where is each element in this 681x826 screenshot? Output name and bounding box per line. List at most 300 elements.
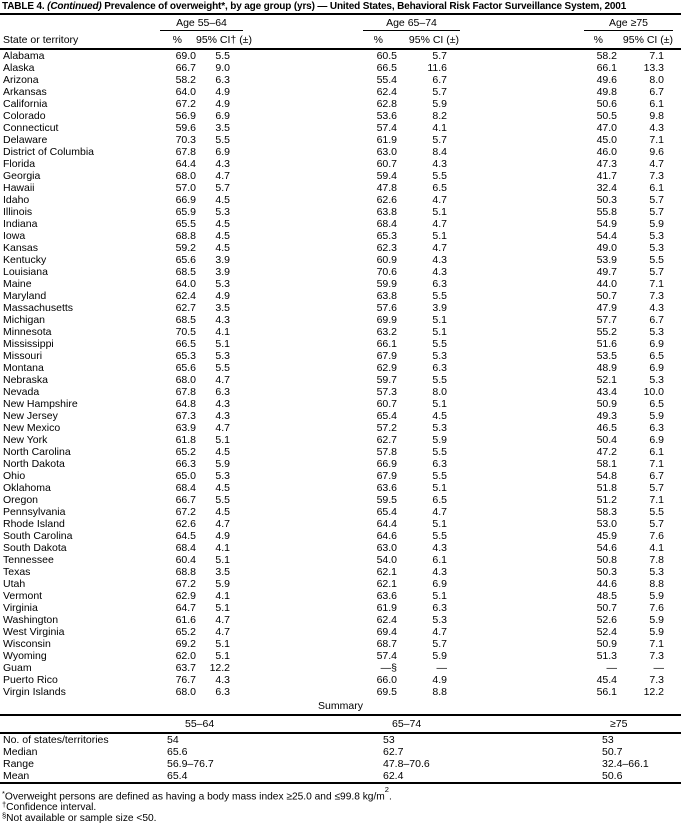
state-name: Hawaii bbox=[3, 182, 35, 194]
table-row bbox=[0, 542, 681, 554]
ci-value: 5.5 bbox=[432, 338, 447, 350]
table-row bbox=[0, 326, 681, 338]
pct-value: 41.7 bbox=[596, 170, 617, 182]
title-text-rest: , by age group (yrs) — United States, Behavioral Risk Factor Surveillance System, 2001 bbox=[224, 1, 627, 12]
pct-value: 55.8 bbox=[596, 206, 617, 218]
table-row bbox=[0, 674, 681, 686]
ci-value: 7.1 bbox=[649, 134, 664, 146]
pct-value: 68.0 bbox=[175, 686, 196, 698]
state-name: New Jersey bbox=[3, 410, 58, 422]
ci-value: 6.3 bbox=[649, 422, 664, 434]
table-row bbox=[0, 650, 681, 662]
state-name: Wisconsin bbox=[3, 638, 51, 650]
ci-value: 3.9 bbox=[215, 266, 230, 278]
ci-value: 7.1 bbox=[649, 638, 664, 650]
pct-value: 64.8 bbox=[175, 398, 196, 410]
table-body bbox=[0, 49, 681, 698]
table-row bbox=[0, 662, 681, 674]
pct-value: 61.9 bbox=[376, 602, 397, 614]
ci-value: 10.0 bbox=[643, 386, 664, 398]
pct-value: 66.7 bbox=[175, 62, 196, 74]
table-row bbox=[0, 530, 681, 542]
state-name: West Virginia bbox=[3, 626, 65, 638]
ci-value: 8.0 bbox=[649, 74, 664, 86]
state-name: Nevada bbox=[3, 386, 40, 398]
ci-value: 6.7 bbox=[649, 86, 664, 98]
pct-value: 50.9 bbox=[596, 638, 617, 650]
footnote-marker: * bbox=[2, 789, 5, 799]
footnote-text: . bbox=[388, 791, 392, 803]
table-row bbox=[0, 122, 681, 134]
state-name: Georgia bbox=[3, 170, 41, 182]
state-name: Kentucky bbox=[3, 254, 47, 266]
column-header-pct-1: % bbox=[160, 31, 196, 49]
table-row bbox=[0, 194, 681, 206]
column-header-pct-2: % bbox=[245, 31, 397, 49]
pct-value: —§ bbox=[380, 662, 397, 674]
summary-header-row bbox=[0, 716, 681, 733]
ci-value: 5.1 bbox=[432, 398, 447, 410]
ci-value: 5.7 bbox=[649, 206, 664, 218]
state-name: Maryland bbox=[3, 290, 47, 302]
ci-value: 5.5 bbox=[215, 362, 230, 374]
ci-value: 6.1 bbox=[649, 182, 664, 194]
state-name: New Mexico bbox=[3, 422, 61, 434]
table-row bbox=[0, 398, 681, 410]
ci-value: 4.3 bbox=[215, 674, 230, 686]
ci-value: 4.3 bbox=[649, 302, 664, 314]
ci-value: 7.3 bbox=[649, 290, 664, 302]
ci-value: 6.9 bbox=[215, 146, 230, 158]
state-name: Arkansas bbox=[3, 86, 47, 98]
pct-value: 63.0 bbox=[376, 542, 397, 554]
ci-value: 4.5 bbox=[215, 230, 230, 242]
ci-value: 6.3 bbox=[215, 686, 230, 698]
pct-value: 66.9 bbox=[376, 458, 397, 470]
ci-value: 5.9 bbox=[649, 590, 664, 602]
pct-value: 59.2 bbox=[175, 242, 196, 254]
pct-value: 47.3 bbox=[596, 158, 617, 170]
table-row bbox=[0, 110, 681, 122]
ci-value: 9.0 bbox=[215, 62, 230, 74]
state-name: South Carolina bbox=[3, 530, 73, 542]
state-name: Arizona bbox=[3, 74, 39, 86]
ci-value: 6.3 bbox=[432, 602, 447, 614]
ci-value: 3.5 bbox=[215, 302, 230, 314]
ci-value: 5.3 bbox=[432, 614, 447, 626]
ci-value: 7.1 bbox=[649, 50, 664, 62]
ci-value: 4.5 bbox=[215, 482, 230, 494]
pct-value: 56.1 bbox=[596, 686, 617, 698]
ci-value: 5.3 bbox=[649, 566, 664, 578]
pct-value: 65.5 bbox=[175, 218, 196, 230]
pct-value: 66.3 bbox=[175, 458, 196, 470]
state-name: Delaware bbox=[3, 134, 48, 146]
state-name: New York bbox=[3, 434, 48, 446]
pct-value: 67.8 bbox=[175, 386, 196, 398]
footnote-marker: † bbox=[2, 800, 7, 810]
footnote-text: Overweight persons are defined as having a body mass index ≥25.0 and ≤99.8 kg/m bbox=[4, 791, 385, 803]
pct-value: 50.8 bbox=[596, 554, 617, 566]
ci-value: 5.3 bbox=[432, 350, 447, 362]
state-name: Colorado bbox=[3, 110, 46, 122]
table-row bbox=[0, 74, 681, 86]
ci-value: 5.1 bbox=[215, 650, 230, 662]
state-name: Vermont bbox=[3, 590, 43, 602]
pct-value: 65.3 bbox=[376, 230, 397, 242]
ci-value: 8.2 bbox=[432, 110, 447, 122]
footnote-marker: § bbox=[2, 811, 7, 821]
ci-value: 5.5 bbox=[215, 134, 230, 146]
pct-value: 68.5 bbox=[175, 266, 196, 278]
ci-value: 5.5 bbox=[432, 170, 447, 182]
ci-value: 4.7 bbox=[432, 218, 447, 230]
table-row bbox=[0, 446, 681, 458]
ci-value: 5.3 bbox=[432, 422, 447, 434]
pct-value: 65.2 bbox=[175, 626, 196, 638]
ci-value: 5.1 bbox=[432, 590, 447, 602]
pct-value: 68.4 bbox=[175, 482, 196, 494]
pct-value: 67.8 bbox=[175, 146, 196, 158]
pct-value: 61.8 bbox=[175, 434, 196, 446]
ci-value: 6.9 bbox=[649, 362, 664, 374]
pct-value: 66.7 bbox=[175, 494, 196, 506]
table-row bbox=[0, 686, 681, 698]
summary-value: 53 bbox=[602, 734, 614, 746]
pct-value: 64.7 bbox=[175, 602, 196, 614]
summary-value: 50.7 bbox=[602, 746, 623, 758]
table-row bbox=[0, 266, 681, 278]
ci-value: 5.3 bbox=[649, 374, 664, 386]
pct-value: 51.3 bbox=[596, 650, 617, 662]
pct-value: 56.9 bbox=[175, 110, 196, 122]
ci-value: 4.9 bbox=[215, 530, 230, 542]
age-group-header-55-64: Age 55–64 bbox=[160, 17, 243, 31]
pct-value: 76.7 bbox=[175, 674, 196, 686]
pct-value: 49.8 bbox=[596, 86, 617, 98]
pct-value: 59.4 bbox=[376, 170, 397, 182]
ci-value: 5.3 bbox=[215, 206, 230, 218]
ci-value: 8.4 bbox=[432, 146, 447, 158]
pct-value: 62.8 bbox=[376, 98, 397, 110]
pct-value: 58.3 bbox=[596, 506, 617, 518]
ci-value: 6.9 bbox=[649, 338, 664, 350]
state-name: Texas bbox=[3, 566, 31, 578]
ci-value: 5.9 bbox=[649, 410, 664, 422]
summary-column-header-65-74: 65–74 bbox=[376, 716, 595, 733]
pct-value: 65.3 bbox=[175, 350, 196, 362]
footnote bbox=[2, 813, 681, 824]
pct-value: 55.4 bbox=[376, 74, 397, 86]
ci-value: 5.7 bbox=[432, 134, 447, 146]
summary-body bbox=[0, 733, 681, 782]
column-header-ci-2: 95% CI (±) bbox=[397, 31, 461, 49]
table-row bbox=[0, 386, 681, 398]
summary-value: 62.4 bbox=[383, 770, 404, 782]
pct-value: 63.7 bbox=[175, 662, 196, 674]
state-name: Louisiana bbox=[3, 266, 48, 278]
ci-value: 5.9 bbox=[432, 98, 447, 110]
pct-value: 59.9 bbox=[376, 278, 397, 290]
pct-value: 53.6 bbox=[376, 110, 397, 122]
ci-value: 7.3 bbox=[649, 170, 664, 182]
ci-value: 5.5 bbox=[649, 254, 664, 266]
column-header-pct-3: % bbox=[461, 31, 617, 49]
ci-value: 4.3 bbox=[432, 158, 447, 170]
ci-value: 7.1 bbox=[649, 494, 664, 506]
ci-value: 4.3 bbox=[649, 122, 664, 134]
pct-value: 57.3 bbox=[376, 386, 397, 398]
pct-value: 47.2 bbox=[596, 446, 617, 458]
summary-table bbox=[0, 716, 681, 782]
ci-value: 5.1 bbox=[215, 338, 230, 350]
pct-value: 54.0 bbox=[376, 554, 397, 566]
table-row bbox=[0, 146, 681, 158]
table-row bbox=[0, 554, 681, 566]
state-name: Montana bbox=[3, 362, 44, 374]
pct-value: 54.8 bbox=[596, 470, 617, 482]
ci-value: 4.1 bbox=[215, 326, 230, 338]
pct-value: 69.0 bbox=[175, 50, 196, 62]
pct-value: 58.2 bbox=[596, 50, 617, 62]
ci-value: 4.3 bbox=[432, 254, 447, 266]
table-row bbox=[0, 86, 681, 98]
ci-value: 5.9 bbox=[215, 458, 230, 470]
pct-value: 62.3 bbox=[376, 242, 397, 254]
ci-value: 3.5 bbox=[215, 122, 230, 134]
ci-value: 5.3 bbox=[649, 326, 664, 338]
pct-value: 62.1 bbox=[376, 578, 397, 590]
age-group-header-75plus: Age ≥75 bbox=[584, 17, 673, 31]
ci-value: 7.3 bbox=[649, 674, 664, 686]
ci-value: 5.9 bbox=[432, 434, 447, 446]
pct-value: 65.6 bbox=[175, 362, 196, 374]
pct-value: 60.4 bbox=[175, 554, 196, 566]
ci-value: 6.7 bbox=[649, 470, 664, 482]
pct-value: 67.2 bbox=[175, 98, 196, 110]
ci-value: 5.7 bbox=[649, 482, 664, 494]
ci-value: 5.7 bbox=[215, 182, 230, 194]
table-row bbox=[0, 470, 681, 482]
pct-value: 32.4 bbox=[596, 182, 617, 194]
ci-value: 4.7 bbox=[215, 374, 230, 386]
state-name: Indiana bbox=[3, 218, 38, 230]
pct-value: 45.0 bbox=[596, 134, 617, 146]
ci-value: 4.7 bbox=[215, 518, 230, 530]
pct-value: 50.7 bbox=[596, 602, 617, 614]
state-name: Ohio bbox=[3, 470, 26, 482]
pct-value: 67.9 bbox=[376, 350, 397, 362]
table-row bbox=[0, 602, 681, 614]
pct-value: 50.7 bbox=[596, 290, 617, 302]
column-header-row bbox=[0, 31, 681, 49]
pct-value: 64.0 bbox=[175, 278, 196, 290]
pct-value: 62.0 bbox=[175, 650, 196, 662]
prevalence-table bbox=[0, 15, 681, 698]
ci-value: — bbox=[436, 662, 447, 674]
summary-value: 56.9–76.7 bbox=[167, 758, 214, 770]
table-row bbox=[0, 98, 681, 110]
pct-value: 62.6 bbox=[175, 518, 196, 530]
pct-value: 53.5 bbox=[596, 350, 617, 362]
summary-value: 50.6 bbox=[602, 770, 623, 782]
state-name: Tennessee bbox=[3, 554, 54, 566]
pct-value: 65.4 bbox=[376, 410, 397, 422]
pct-value: 52.6 bbox=[596, 614, 617, 626]
summary-value: 47.8–70.6 bbox=[383, 758, 430, 770]
pct-value: 57.4 bbox=[376, 650, 397, 662]
pct-value: 51.8 bbox=[596, 482, 617, 494]
ci-value: 6.1 bbox=[432, 554, 447, 566]
pct-value: 57.4 bbox=[376, 122, 397, 134]
table-row bbox=[0, 638, 681, 650]
state-name: District of Columbia bbox=[3, 146, 95, 158]
pct-value: 68.4 bbox=[175, 542, 196, 554]
summary-label: Range bbox=[3, 758, 34, 770]
pct-value: 44.6 bbox=[596, 578, 617, 590]
pct-value: 57.8 bbox=[376, 446, 397, 458]
pct-value: 66.0 bbox=[376, 674, 397, 686]
ci-value: 6.9 bbox=[432, 578, 447, 590]
pct-value: 53.0 bbox=[596, 518, 617, 530]
pct-value: 62.4 bbox=[376, 86, 397, 98]
ci-value: 4.9 bbox=[215, 86, 230, 98]
pct-value: 62.9 bbox=[376, 362, 397, 374]
table-row bbox=[0, 626, 681, 638]
pct-value: 68.7 bbox=[376, 638, 397, 650]
title-asterisk: * bbox=[221, 1, 225, 12]
pct-value: 51.2 bbox=[596, 494, 617, 506]
pct-value: 58.1 bbox=[596, 458, 617, 470]
pct-value: 55.2 bbox=[596, 326, 617, 338]
ci-value: 9.8 bbox=[649, 110, 664, 122]
summary-column-header-75plus: ≥75 bbox=[595, 716, 681, 733]
state-name: Puerto Rico bbox=[3, 674, 58, 686]
state-name: South Dakota bbox=[3, 542, 67, 554]
ci-value: 4.9 bbox=[432, 674, 447, 686]
table-row bbox=[0, 158, 681, 170]
pct-value: — bbox=[606, 662, 617, 674]
pct-value: 48.9 bbox=[596, 362, 617, 374]
pct-value: 65.0 bbox=[175, 470, 196, 482]
ci-value: 9.6 bbox=[649, 146, 664, 158]
ci-value: 4.5 bbox=[215, 242, 230, 254]
table-row bbox=[0, 218, 681, 230]
column-header-ci-3: 95% CI (±) bbox=[617, 31, 681, 49]
state-name: Alabama bbox=[3, 50, 45, 62]
state-name: North Dakota bbox=[3, 458, 65, 470]
ci-value: 12.2 bbox=[209, 662, 230, 674]
state-name: Oklahoma bbox=[3, 482, 51, 494]
table-row bbox=[0, 506, 681, 518]
table-row bbox=[0, 362, 681, 374]
pct-value: 43.4 bbox=[596, 386, 617, 398]
pct-value: 58.2 bbox=[175, 74, 196, 86]
state-name: Massachusetts bbox=[3, 302, 74, 314]
pct-value: 66.5 bbox=[175, 338, 196, 350]
pct-value: 50.3 bbox=[596, 194, 617, 206]
ci-value: 4.3 bbox=[215, 158, 230, 170]
pct-value: 46.5 bbox=[596, 422, 617, 434]
ci-value: 7.6 bbox=[649, 530, 664, 542]
ci-value: 6.5 bbox=[649, 350, 664, 362]
footnotes bbox=[0, 784, 681, 824]
pct-value: 68.8 bbox=[175, 230, 196, 242]
ci-value: 5.1 bbox=[215, 602, 230, 614]
ci-value: 5.3 bbox=[649, 242, 664, 254]
state-name: Kansas bbox=[3, 242, 39, 254]
table-row bbox=[0, 314, 681, 326]
footnote-superscript: 2 bbox=[384, 785, 389, 794]
pct-value: 48.5 bbox=[596, 590, 617, 602]
pct-value: 57.0 bbox=[175, 182, 196, 194]
ci-value: 5.1 bbox=[432, 482, 447, 494]
column-header-state: State or territory bbox=[0, 31, 160, 49]
state-name: Alaska bbox=[3, 62, 35, 74]
pct-value: 62.4 bbox=[376, 614, 397, 626]
pct-value: 68.4 bbox=[376, 218, 397, 230]
ci-value: 4.7 bbox=[432, 626, 447, 638]
ci-value: 5.9 bbox=[649, 614, 664, 626]
state-name: New Hampshire bbox=[3, 398, 78, 410]
summary-value: 32.4–66.1 bbox=[602, 758, 649, 770]
pct-value: 53.9 bbox=[596, 254, 617, 266]
ci-value: 6.5 bbox=[432, 494, 447, 506]
ci-value: 7.8 bbox=[649, 554, 664, 566]
ci-value: 6.3 bbox=[432, 278, 447, 290]
pct-value: 52.1 bbox=[596, 374, 617, 386]
ci-value: 5.9 bbox=[432, 650, 447, 662]
pct-value: 66.1 bbox=[376, 338, 397, 350]
table-row bbox=[0, 458, 681, 470]
pct-value: 68.0 bbox=[175, 374, 196, 386]
pct-value: 65.2 bbox=[175, 446, 196, 458]
summary-title: Summary bbox=[318, 700, 363, 712]
pct-value: 49.6 bbox=[596, 74, 617, 86]
table-row bbox=[0, 590, 681, 602]
empty-header-cell bbox=[0, 716, 160, 733]
table-row bbox=[0, 410, 681, 422]
summary-value: 65.4 bbox=[167, 770, 188, 782]
ci-value: 5.1 bbox=[215, 434, 230, 446]
ci-value: 7.1 bbox=[649, 278, 664, 290]
ci-value: 4.7 bbox=[215, 614, 230, 626]
pct-value: 51.6 bbox=[596, 338, 617, 350]
pct-value: 66.5 bbox=[376, 62, 397, 74]
ci-value: 7.1 bbox=[649, 458, 664, 470]
state-name: Illinois bbox=[3, 206, 33, 218]
pct-value: 67.9 bbox=[376, 470, 397, 482]
pct-value: 59.5 bbox=[376, 494, 397, 506]
title-text: Prevalence of overweight bbox=[101, 1, 222, 12]
state-name: Iowa bbox=[3, 230, 26, 242]
table-row bbox=[0, 242, 681, 254]
pct-value: 69.4 bbox=[376, 626, 397, 638]
ci-value: 4.1 bbox=[432, 122, 447, 134]
ci-value: 6.1 bbox=[649, 446, 664, 458]
ci-value: 6.7 bbox=[649, 314, 664, 326]
ci-value: 5.3 bbox=[215, 350, 230, 362]
column-header-ci-1: 95% CI† (±) bbox=[196, 31, 245, 49]
pct-value: 50.9 bbox=[596, 398, 617, 410]
ci-value: 4.3 bbox=[215, 398, 230, 410]
summary-row bbox=[0, 746, 681, 758]
state-name: Guam bbox=[3, 662, 32, 674]
pct-value: 57.6 bbox=[376, 302, 397, 314]
pct-value: 70.6 bbox=[376, 266, 397, 278]
table-row bbox=[0, 350, 681, 362]
ci-value: 4.7 bbox=[432, 194, 447, 206]
